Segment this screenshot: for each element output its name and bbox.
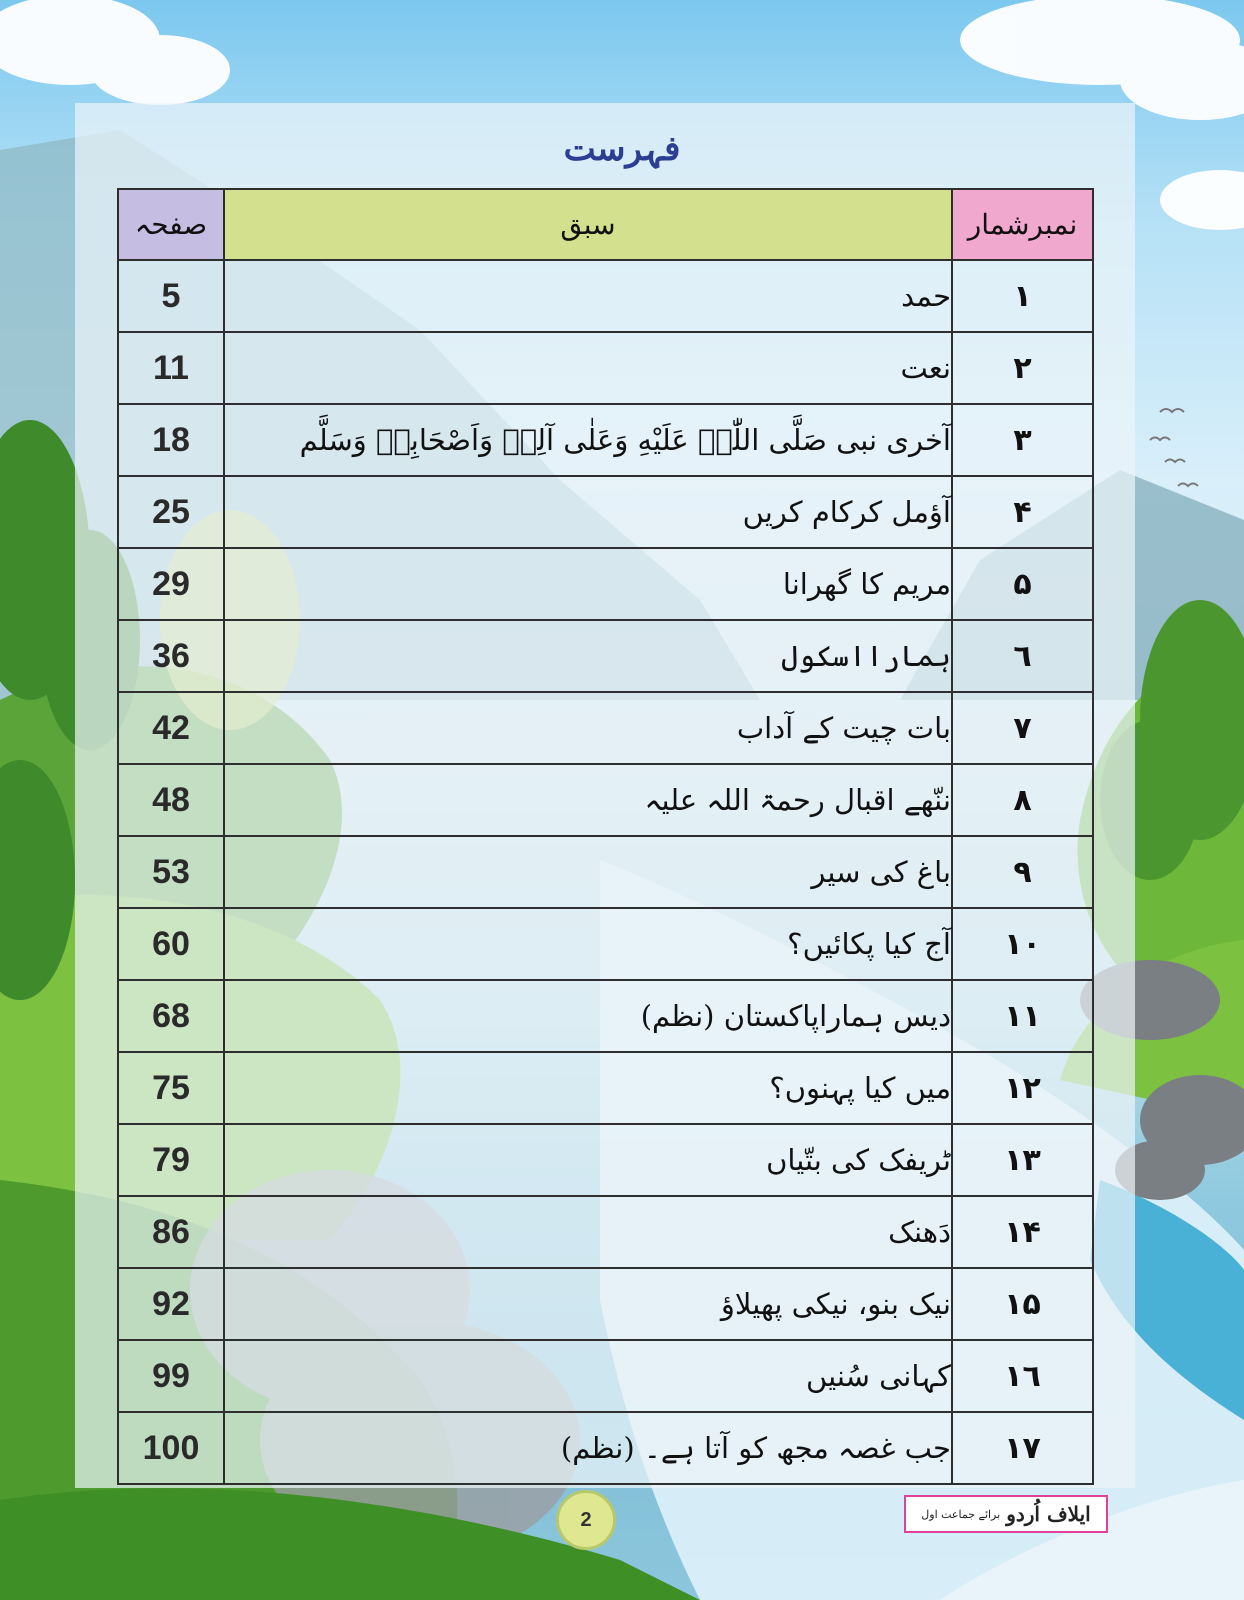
page-number-cell: 25 bbox=[118, 476, 224, 548]
page-number-cell: 75 bbox=[118, 1052, 224, 1124]
table-row bbox=[118, 1340, 1093, 1412]
table-row bbox=[118, 548, 1093, 620]
serial-number-cell: ١٣ bbox=[952, 1124, 1093, 1196]
serial-number-cell: ٨ bbox=[952, 764, 1093, 836]
serial-number-cell: ١۴ bbox=[952, 1196, 1093, 1268]
table-body bbox=[118, 260, 1093, 1484]
lesson-title-cell: ٹریفک کی بتّیاں bbox=[224, 1124, 952, 1196]
serial-number-cell: ٦ bbox=[952, 620, 1093, 692]
serial-number-cell: ١٦ bbox=[952, 1340, 1093, 1412]
table-row bbox=[118, 620, 1093, 692]
page-number-cell: 92 bbox=[118, 1268, 224, 1340]
page-number-cell: 5 bbox=[118, 260, 224, 332]
lesson-title-cell: آخری نبی صَلَّی اللّٰہُ عَلَیْهِ وَعَلٰی آلِهٖ وَاَصْحَابِهٖ وَسَلَّم bbox=[224, 404, 952, 476]
table-row bbox=[118, 260, 1093, 332]
table-row bbox=[118, 764, 1093, 836]
table-row bbox=[118, 1412, 1093, 1484]
table-row bbox=[118, 476, 1093, 548]
lesson-title-cell: دَھنک bbox=[224, 1196, 952, 1268]
table-row bbox=[118, 908, 1093, 980]
table-row bbox=[118, 692, 1093, 764]
lesson-title-cell: ہمارااسکول bbox=[224, 620, 952, 692]
lesson-title-cell: ننّھے اقبال رحمۃ اللہ علیہ bbox=[224, 764, 952, 836]
table-row bbox=[118, 1268, 1093, 1340]
page-number-cell: 100 bbox=[118, 1412, 224, 1484]
table-row bbox=[118, 404, 1093, 476]
page-number-cell: 42 bbox=[118, 692, 224, 764]
table-header-row bbox=[118, 189, 1093, 260]
page-number-cell: 60 bbox=[118, 908, 224, 980]
table-row bbox=[118, 1124, 1093, 1196]
page-number-cell: 36 bbox=[118, 620, 224, 692]
page-number-cell: 29 bbox=[118, 548, 224, 620]
serial-number-cell: ۵ bbox=[952, 548, 1093, 620]
table-row bbox=[118, 836, 1093, 908]
page-number-cell: 53 bbox=[118, 836, 224, 908]
serial-number-cell: ١٧ bbox=[952, 1412, 1093, 1484]
book-title-label bbox=[904, 1495, 1108, 1533]
page-title: فہرست bbox=[563, 129, 681, 169]
lesson-title-cell: باغ کی سیر bbox=[224, 836, 952, 908]
book-title-sub: برائے جماعت اول bbox=[921, 1507, 1001, 1521]
serial-number-cell: ١١ bbox=[952, 980, 1093, 1052]
lesson-title-cell: بات چیت کے آداب bbox=[224, 692, 952, 764]
header-lesson: سبق bbox=[224, 189, 952, 260]
page-number-cell: 86 bbox=[118, 1196, 224, 1268]
serial-number-cell: ٢ bbox=[952, 332, 1093, 404]
lesson-title-cell: دیس ہماراپاکستان (نظم) bbox=[224, 980, 952, 1052]
lesson-title-cell: جب غصہ مجھ کو آتا ہے۔ (نظم) bbox=[224, 1412, 952, 1484]
lesson-title-cell: حمد bbox=[224, 260, 952, 332]
serial-number-cell: ٩ bbox=[952, 836, 1093, 908]
table-row bbox=[118, 332, 1093, 404]
serial-number-cell: ١٠ bbox=[952, 908, 1093, 980]
page-number-cell: 11 bbox=[118, 332, 224, 404]
lesson-title-cell: مریم کا گھرانا bbox=[224, 548, 952, 620]
lesson-title-cell: نعت bbox=[224, 332, 952, 404]
page-number-badge: 2 bbox=[556, 1490, 616, 1550]
page-number-cell: 18 bbox=[118, 404, 224, 476]
lesson-title-cell: آج کیا پکائیں؟ bbox=[224, 908, 952, 980]
page-number-cell: 68 bbox=[118, 980, 224, 1052]
table-row bbox=[118, 1196, 1093, 1268]
serial-number-cell: ۴ bbox=[952, 476, 1093, 548]
serial-number-cell: ٣ bbox=[952, 404, 1093, 476]
page-number-cell: 79 bbox=[118, 1124, 224, 1196]
header-number: نمبرشمار bbox=[952, 189, 1093, 260]
lesson-title-cell: نیک بنو، نیکی پھیلاؤ bbox=[224, 1268, 952, 1340]
serial-number-cell: ١٢ bbox=[952, 1052, 1093, 1124]
lesson-title-cell: کہانی سُنیں bbox=[224, 1340, 952, 1412]
header-page: صفحہ bbox=[118, 189, 224, 260]
serial-number-cell: ١ bbox=[952, 260, 1093, 332]
table-row bbox=[118, 1052, 1093, 1124]
serial-number-cell: ٧ bbox=[952, 692, 1093, 764]
table-of-contents bbox=[117, 188, 1094, 1485]
lesson-title-cell: آؤمل کرکام کریں bbox=[224, 476, 952, 548]
lesson-title-cell: میں کیا پہنوں؟ bbox=[224, 1052, 952, 1124]
table-row bbox=[118, 980, 1093, 1052]
page-number-cell: 48 bbox=[118, 764, 224, 836]
page-number-cell: 99 bbox=[118, 1340, 224, 1412]
book-title-main: ایلاف اُردو bbox=[1006, 1502, 1091, 1526]
serial-number-cell: ١۵ bbox=[952, 1268, 1093, 1340]
